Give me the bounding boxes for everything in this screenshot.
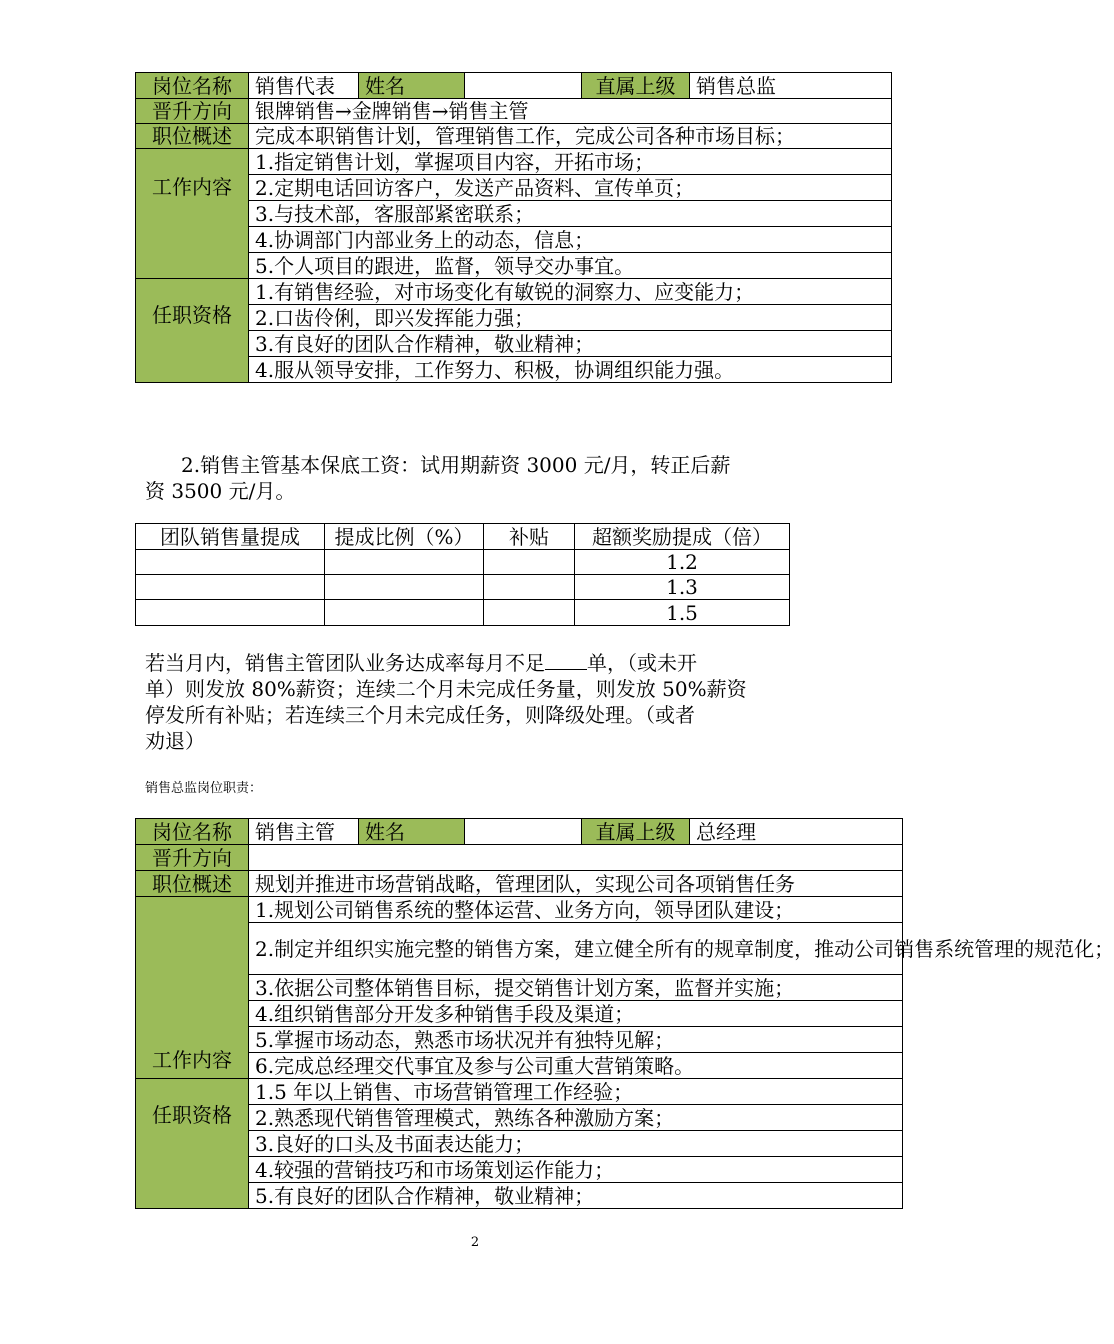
label-superior: 直属上级 <box>582 73 690 99</box>
duty-row <box>136 227 892 253</box>
label-duties: 工作内容 <box>136 897 249 1079</box>
qualification-row <box>136 1157 903 1183</box>
duty-item: 4.协调部门内部业务上的动态，信息； <box>249 227 892 253</box>
policy-line-1-start: 若当月内，销售主管团队业务达成率每月不足 <box>145 651 545 675</box>
policy-line-2: 单）则发放 80%薪资；连续二个月未完成任务量，则发放 50%薪资 <box>145 677 747 701</box>
duty-row <box>136 923 903 975</box>
label-position: 岗位名称 <box>136 819 249 845</box>
bonus-multiplier: 1.3 <box>575 575 790 600</box>
overview-value: 完成本职销售计划，管理销售工作，完成公司各种市场目标； <box>249 124 892 149</box>
commission-table <box>135 523 790 626</box>
salary-line-1: 2.销售主管基本保底工资：试用期薪资 3000 元/月，转正后薪 <box>181 453 731 477</box>
job-table-sales-rep <box>135 72 892 383</box>
label-position: 岗位名称 <box>136 73 249 99</box>
salary-line-2: 资 3500 元/月。 <box>145 479 296 503</box>
qualification-item: 3.有良好的团队合作精神，敬业精神； <box>249 331 892 357</box>
policy-line-1-end: 单，（或未开 <box>587 651 697 675</box>
qualification-item: 4.较强的营销技巧和市场策划运作能力； <box>249 1157 903 1183</box>
cell <box>325 600 484 626</box>
duty-item: 3.与技术部，客服部紧密联系； <box>249 201 892 227</box>
name-value <box>465 73 582 99</box>
bonus-multiplier: 1.2 <box>575 550 790 575</box>
duty-row <box>136 1027 903 1053</box>
policy-line-3: 停发所有补贴；若连续三个月未完成任务，则降级处理。（或者 <box>145 703 695 727</box>
table-row <box>136 575 790 600</box>
overview-row <box>136 871 903 897</box>
qualification-row <box>136 331 892 357</box>
qualification-row <box>136 357 892 383</box>
cell <box>484 575 575 600</box>
duty-row <box>136 897 903 923</box>
qualification-item: 2.熟悉现代销售管理模式，熟练各种激励方案； <box>249 1105 903 1131</box>
overview-row <box>136 124 892 149</box>
qualification-item: 3.良好的口头及书面表达能力； <box>249 1131 903 1157</box>
duty-row <box>136 1053 903 1079</box>
cell <box>136 600 325 626</box>
header-row <box>136 73 892 99</box>
promotion-value: 银牌销售→金牌销售→销售主管 <box>249 99 892 124</box>
duty-item: 5.个人项目的跟进，监督，领导交办事宜。 <box>249 253 892 279</box>
duty-item: 2.定期电话回访客户，发送产品资料、宣传单页； <box>249 175 892 201</box>
qualification-row <box>136 279 892 305</box>
header-bonus: 超额奖励提成（倍） <box>575 524 790 550</box>
label-overview: 职位概述 <box>136 871 249 897</box>
header-row <box>136 819 903 845</box>
table-row <box>136 550 790 575</box>
promotion-value <box>249 845 903 871</box>
qualification-item: 1.有销售经验，对市场变化有敏锐的洞察力、应变能力； <box>249 279 892 305</box>
duty-row <box>136 175 892 201</box>
qualification-item: 5.有良好的团队合作精神，敬业精神； <box>249 1183 903 1209</box>
fill-in-blank <box>545 651 587 670</box>
overview-value: 规划并推进市场营销战略，管理团队，实现公司各项销售任务 <box>249 871 903 897</box>
duty-row <box>136 149 892 175</box>
job-table-sales-supervisor <box>135 818 1114 1209</box>
label-name: 姓名 <box>359 73 465 99</box>
policy-line-1 <box>145 650 835 676</box>
position-value: 销售代表 <box>249 73 359 99</box>
cell <box>136 550 325 575</box>
table-row <box>136 600 790 626</box>
duty-row <box>136 1001 903 1027</box>
qualification-item: 4.服从领导安排，工作努力、积极，协调组织能力强。 <box>249 357 892 383</box>
duty-row <box>136 975 903 1001</box>
header-team-sales: 团队销售量提成 <box>136 524 325 550</box>
director-heading: 销售总监岗位职责： <box>145 781 263 796</box>
header-ratio: 提成比例（%） <box>325 524 484 550</box>
duty-item: 3.依据公司整体销售目标，提交销售计划方案，监督并实施； <box>249 975 903 1001</box>
label-qualifications: 任职资格 <box>136 279 249 383</box>
label-overview: 职位概述 <box>136 124 249 149</box>
policy-paragraph <box>145 650 835 754</box>
label-qualifications: 任职资格 <box>136 1079 249 1209</box>
qualification-row <box>136 1079 903 1105</box>
duty-row <box>136 201 892 227</box>
duty-row <box>136 253 892 279</box>
duty-item: 2.制定并组织实施完整的销售方案，建立健全所有的规章制度，推动公司销售系统管理的规范化； <box>249 923 903 975</box>
qualification-item: 1.5 年以上销售、市场营销管理工作经验； <box>249 1079 903 1105</box>
duty-item: 6.完成总经理交代事宜及参与公司重大营销策略。 <box>249 1053 903 1079</box>
cell <box>484 600 575 626</box>
cell <box>484 550 575 575</box>
label-superior: 直属上级 <box>582 819 690 845</box>
promotion-row <box>136 99 892 124</box>
salary-paragraph <box>145 452 825 504</box>
duty-item: 4.组织销售部分开发多种销售手段及渠道； <box>249 1001 903 1027</box>
cell <box>136 575 325 600</box>
label-promotion: 晋升方向 <box>136 845 249 871</box>
qualification-row <box>136 305 892 331</box>
label-promotion: 晋升方向 <box>136 99 249 124</box>
duty-item: 1.规划公司销售系统的整体运营、业务方向，领导团队建设； <box>249 897 903 923</box>
qualification-row <box>136 1131 903 1157</box>
duty-item: 5.掌握市场动态，熟悉市场状况并有独特见解； <box>249 1027 903 1053</box>
cell <box>325 575 484 600</box>
duty-item: 1.指定销售计划，掌握项目内容，开拓市场； <box>249 149 892 175</box>
cell <box>325 550 484 575</box>
bonus-multiplier: 1.5 <box>575 600 790 626</box>
page-number: 2 <box>470 1235 480 1250</box>
name-value <box>465 819 582 845</box>
label-duties: 工作内容 <box>136 149 249 279</box>
qualification-row <box>136 1183 903 1209</box>
commission-header-row <box>136 524 790 550</box>
superior-value: 总经理 <box>690 819 903 845</box>
policy-line-4: 劝退） <box>145 729 205 753</box>
qualification-row <box>136 1105 903 1131</box>
position-value: 销售主管 <box>249 819 359 845</box>
superior-value: 销售总监 <box>690 73 892 99</box>
qualification-item: 2.口齿伶俐，即兴发挥能力强； <box>249 305 892 331</box>
label-name: 姓名 <box>359 819 465 845</box>
header-subsidy: 补贴 <box>484 524 575 550</box>
promotion-row <box>136 845 903 871</box>
